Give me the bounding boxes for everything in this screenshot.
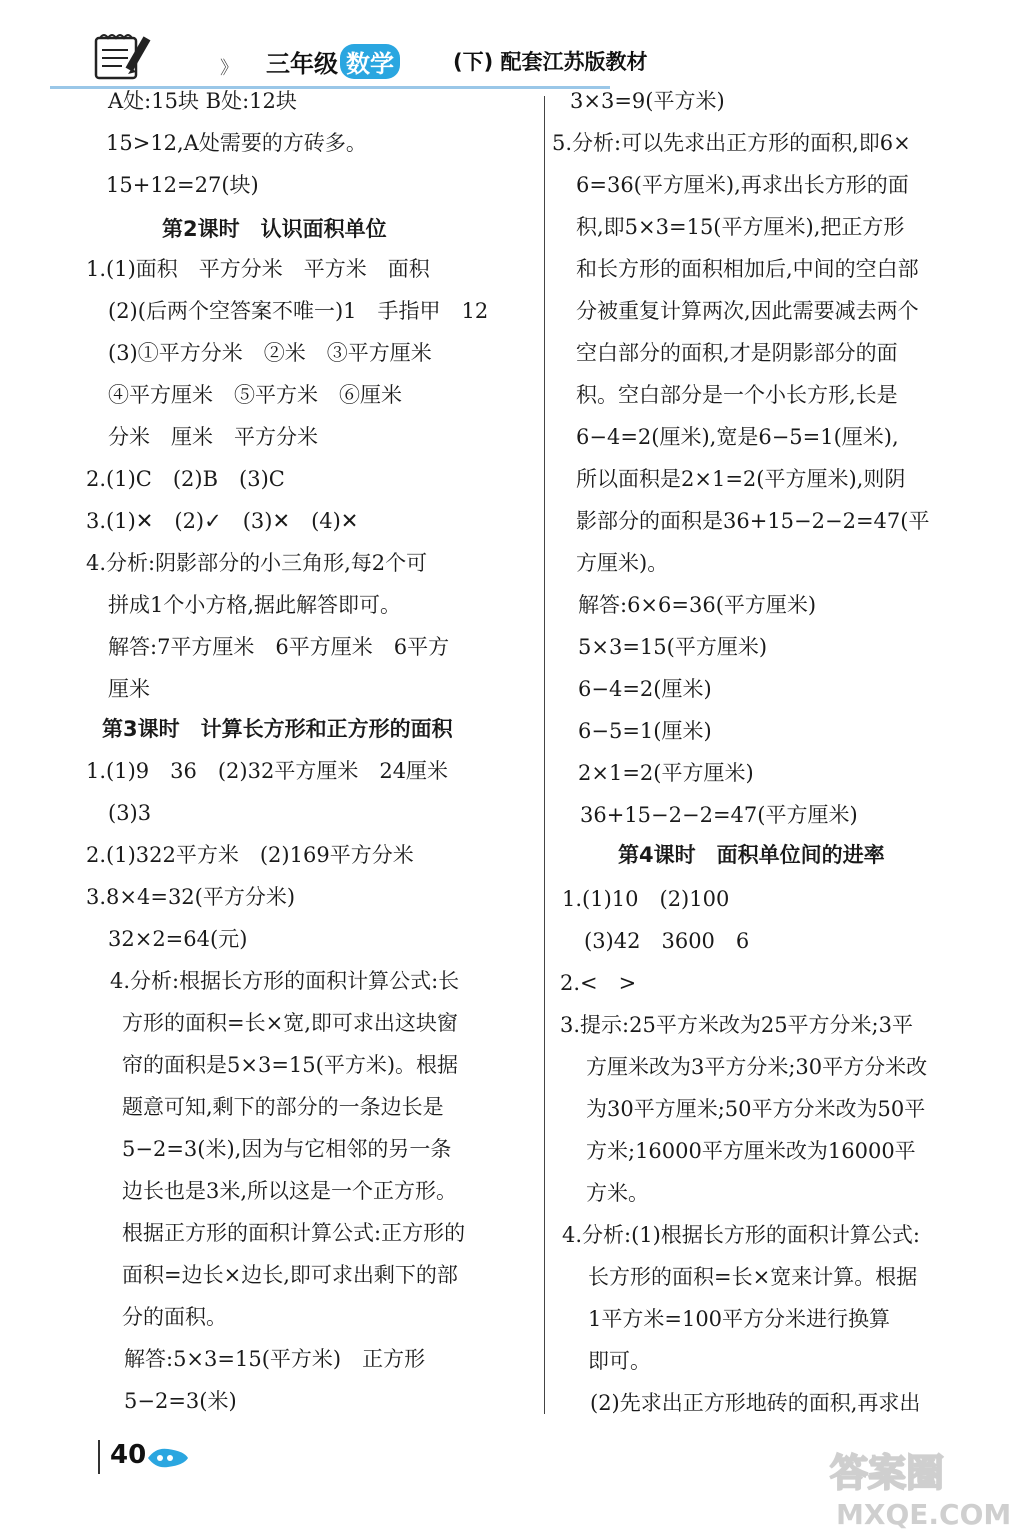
answer-line: 拼成1个小方格,据此解答即可。 bbox=[108, 593, 402, 617]
answer-line: 帘的面积是5×3=15(平方米)。根据 bbox=[122, 1053, 459, 1077]
answer-line: 1.(1)面积 平方分米 平方米 面积 bbox=[86, 257, 430, 281]
answer-line: 2.(1)C (2)B (3)C bbox=[86, 467, 285, 491]
answer-line: (2)先求出正方形地砖的面积,再求出 bbox=[590, 1391, 921, 1415]
answer-line: 3×3=9(平方米) bbox=[570, 89, 725, 113]
answer-line: 6=36(平方厘米),再求出长方形的面 bbox=[576, 173, 909, 197]
decorative-dots-icon bbox=[146, 1447, 190, 1469]
answer-line: 方米;16000平方厘米改为16000平 bbox=[586, 1139, 916, 1163]
answer-line: 3.(1)✕ (2)✓ (3)✕ (4)✕ bbox=[86, 509, 359, 533]
answer-line: 方形的面积=长×宽,即可求出这块窗 bbox=[122, 1011, 458, 1035]
answer-line: 方米。 bbox=[586, 1181, 649, 1205]
column-divider bbox=[544, 96, 545, 1414]
answer-line: 5−2=3(米) bbox=[124, 1389, 237, 1413]
page-number: 40 bbox=[110, 1440, 147, 1470]
watermark-logo bbox=[826, 1446, 1016, 1530]
header-edition: (下) 配套江苏版教材 bbox=[453, 50, 648, 74]
answer-line: 1.(1)9 36 (2)32平方厘米 24厘米 bbox=[86, 759, 449, 783]
answer-line: 空白部分的面积,才是阴影部分的面 bbox=[576, 341, 898, 365]
header-subject: 数学 bbox=[340, 44, 400, 79]
answer-line: 长方形的面积=长×宽来计算。根据 bbox=[588, 1265, 918, 1289]
answer-line: 5.分析:可以先求出正方形的面积,即6× bbox=[552, 131, 911, 155]
answer-line: 积,即5×3=15(平方厘米),把正方形 bbox=[576, 215, 905, 239]
answer-line: 积。空白部分是一个小长方形,长是 bbox=[576, 383, 898, 407]
answer-line: (3)42 3600 6 bbox=[584, 929, 750, 953]
answer-line: 1平方米=100平方分米进行换算 bbox=[588, 1307, 891, 1331]
svg-text:答案圈: 答案圈 bbox=[830, 1451, 945, 1495]
answer-line: 为30平方厘米;50平方分米改为50平 bbox=[586, 1097, 926, 1121]
answer-line: 2.< > bbox=[560, 971, 637, 995]
answer-line: 方厘米)。 bbox=[576, 551, 669, 575]
answer-line: (3)①平方分米 ②米 ③平方厘米 bbox=[108, 341, 432, 365]
answer-line: 分米 厘米 平方分米 bbox=[108, 425, 318, 449]
answer-line: 厘米 bbox=[108, 677, 150, 701]
answer-line: 36+15−2−2=47(平方厘米) bbox=[580, 803, 858, 827]
answer-line: 4.分析:阴影部分的小三角形,每2个可 bbox=[86, 551, 428, 575]
answer-line: 解答:5×3=15(平方米) 正方形 bbox=[124, 1347, 426, 1371]
page-number-bar bbox=[98, 1440, 100, 1474]
svg-text:MXQE.COM: MXQE.COM bbox=[836, 1498, 1012, 1530]
header-chevrons: 》 bbox=[220, 58, 238, 79]
answer-line: 15>12,A处需要的方砖多。 bbox=[106, 131, 367, 155]
answer-line: ④平方厘米 ⑤平方米 ⑥厘米 bbox=[108, 383, 402, 407]
answer-line: 分的面积。 bbox=[122, 1305, 227, 1329]
section-heading: 第2课时 认识面积单位 bbox=[162, 217, 387, 241]
answer-line: 3.提示:25平方米改为25平方分米;3平 bbox=[560, 1013, 913, 1037]
answer-line: 即可。 bbox=[588, 1349, 651, 1373]
notebook-pencil-icon bbox=[90, 30, 162, 84]
answer-line: 和长方形的面积相加后,中间的空白部 bbox=[576, 257, 919, 281]
answer-line: 所以面积是2×1=2(平方厘米),则阴 bbox=[576, 467, 906, 491]
answer-line: 5−2=3(米),因为与它相邻的另一条 bbox=[122, 1137, 452, 1161]
answer-line: 面积=边长×边长,即可求出剩下的部 bbox=[122, 1263, 458, 1287]
answer-line: 分被重复计算两次,因此需要减去两个 bbox=[576, 299, 919, 323]
answer-line: 1.(1)10 (2)100 bbox=[562, 887, 730, 911]
answer-line: 4.分析:根据长方形的面积计算公式:长 bbox=[110, 969, 460, 993]
answer-line: 解答:6×6=36(平方厘米) bbox=[578, 593, 817, 617]
answer-line: 边长也是3米,所以这是一个正方形。 bbox=[122, 1179, 458, 1203]
answer-line: (3)3 bbox=[108, 801, 152, 825]
answer-line: 2×1=2(平方厘米) bbox=[578, 761, 754, 785]
answer-line: 6−4=2(厘米) bbox=[578, 677, 712, 701]
answer-line: 6−5=1(厘米) bbox=[578, 719, 712, 743]
answer-line: 解答:7平方厘米 6平方厘米 6平方 bbox=[108, 635, 450, 659]
section-heading: 第3课时 计算长方形和正方形的面积 bbox=[102, 717, 453, 741]
answer-line: 6−4=2(厘米),宽是6−5=1(厘米), bbox=[576, 425, 899, 449]
answer-line: 2.(1)322平方米 (2)169平方分米 bbox=[86, 843, 414, 867]
answer-line: 15+12=27(块) bbox=[106, 173, 259, 197]
answer-line: 3.8×4=32(平方分米) bbox=[86, 885, 296, 909]
answer-line: 题意可知,剩下的部分的一条边长是 bbox=[122, 1095, 444, 1119]
answer-line: 根据正方形的面积计算公式:正方形的 bbox=[122, 1221, 466, 1245]
answer-line: (2)(后两个空答案不唯一)1 手指甲 12 bbox=[108, 299, 489, 323]
answer-line: 4.分析:(1)根据长方形的面积计算公式: bbox=[562, 1223, 920, 1247]
answer-line: 32×2=64(元) bbox=[108, 927, 248, 951]
answer-line: 方厘米改为3平方分米;30平方分米改 bbox=[586, 1055, 928, 1079]
answer-line: 影部分的面积是36+15−2−2=47(平 bbox=[576, 509, 930, 533]
page-header bbox=[60, 22, 648, 80]
answer-line: A处:15块 B处:12块 bbox=[108, 89, 297, 113]
header-grade: 三年级 数学 bbox=[266, 44, 402, 79]
answer-line: 5×3=15(平方厘米) bbox=[578, 635, 768, 659]
section-heading: 第4课时 面积单位间的进率 bbox=[618, 843, 885, 867]
